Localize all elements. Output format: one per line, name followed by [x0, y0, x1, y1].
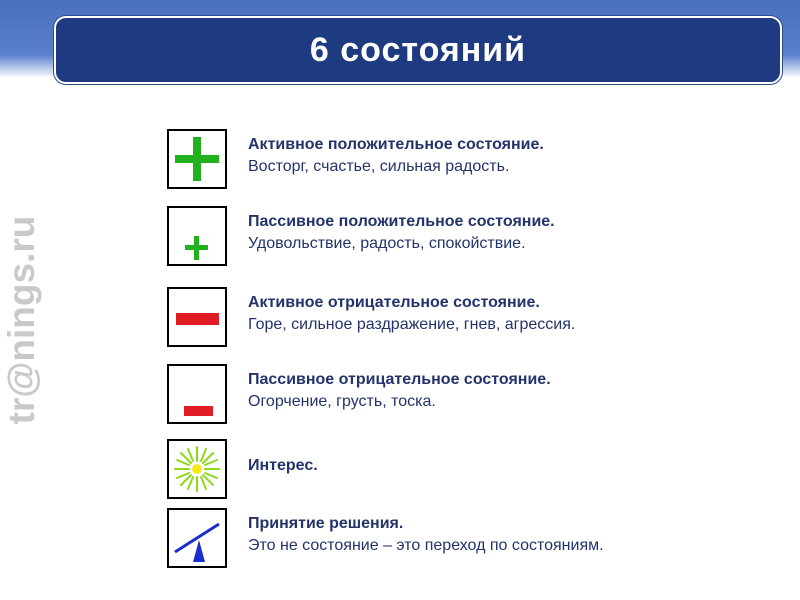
state-description: Огорчение, грусть, тоска.	[248, 393, 436, 410]
state-title: Принятие решения.	[248, 515, 404, 532]
title-bar	[54, 16, 782, 84]
state-title: Пассивное положительное состояние.	[248, 213, 555, 230]
small-minus-icon	[167, 364, 227, 424]
watermark	[2, 205, 42, 435]
state-description: Горе, сильное раздражение, гнев, агрессия.	[248, 316, 576, 333]
state-description: Удовольствие, радость, спокойствие.	[248, 235, 526, 252]
sunburst-icon	[167, 439, 227, 499]
small-plus-icon	[167, 206, 227, 266]
state-title: Активное положительное состояние.	[248, 136, 544, 153]
big-minus-icon	[167, 287, 227, 347]
state-title: Интерес.	[248, 457, 318, 474]
page-title: 6 состояний	[309, 30, 527, 69]
state-description: Восторг, счастье, сильная радость.	[248, 158, 510, 175]
balance-scale-icon	[167, 508, 227, 568]
big-plus-icon	[167, 129, 227, 189]
watermark-text: tr@nings.ru	[1, 215, 42, 425]
state-title: Активное отрицательное состояние.	[248, 294, 540, 311]
state-description: Это не состояние – это переход по состояниям.	[248, 537, 604, 554]
state-title: Пассивное отрицательное состояние.	[248, 371, 551, 388]
